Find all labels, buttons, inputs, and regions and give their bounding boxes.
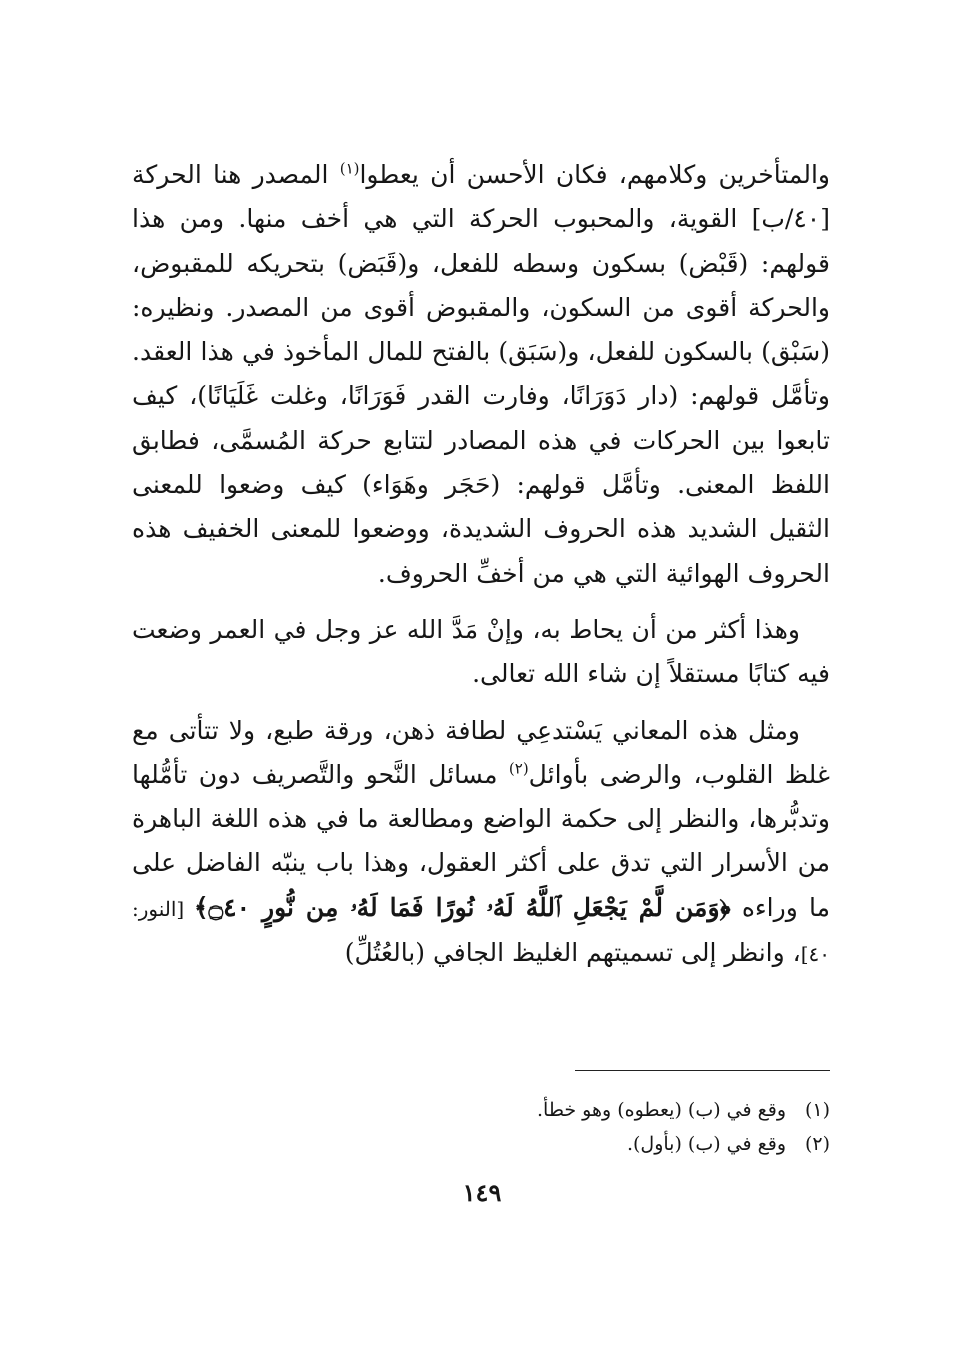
footnote-2 [132, 1127, 830, 1161]
footnote-ref-1: (١) [339, 159, 360, 178]
footnote-1 [132, 1093, 830, 1127]
paragraph-2-text: وهذا أكثر من أن يحاط به، وإنْ مَدَّ الله عز وجل في العمر وضعت فيه كتابًا مستقلاً إن شاء الله تعالى. [132, 614, 830, 689]
footnote-ref-2: (٢) [508, 759, 529, 778]
paragraph-1-text-a: والمتأخرين وكلامهم، فكان الأحسن أن يعطوا [359, 160, 830, 189]
footnote-1-text: وقع في (ب) (يعطوه) وهو خطأ. [536, 1099, 786, 1121]
paragraph-3 [132, 709, 830, 977]
footnote-1-number: (١) [804, 1099, 830, 1121]
footnote-2-number: (٢) [804, 1133, 830, 1155]
paragraph-3-text-a: ومثل هذه المعاني يَسْتدعِي لطافة ذهن، ورقة طبع، ولا تتأتى مع غلظ القلوب، والرضى بأوائل [132, 715, 830, 789]
paragraph-1-text-b: المصدر هنا الحركة [٤٠/ب] القوية، والمحبوب الحركة التي هي أخف منها. ومن هذا قولهم: (قَبْض) بسكون وسطه للفعل، و(قَبَض) بتحريكه للمقبوض، والحركة أقوى من السكون، والمقبوض أقوى من المصدر. ونظيره: (سَبْق) بالسكون للفعل، و(سَبَق) بالفتح للمال المأخوذ في هذا العقد. وتأمَّل قولهم: (دار دَوَرَانًا، وفارت القدر فَوَرَانًا، وغلت غَلَيَانًا)، كيف تابعوا بين الحركات في هذه المصادر لتتابع حركة المُسمَّى، فطابق اللفظ المعنى. وتأمَّل قولهم: (حَجَر وهَوَاء) كيف وضعوا للمعنى الثقيل الشديد هذه الحروف الشديدة، ووضعوا للمعنى الخفيف هذه الحروف الهوائية التي هي من أخفِّ الحروف. [132, 160, 830, 588]
page-number: ١٤٩ [462, 1178, 502, 1207]
paragraph-3-text-c: ، وانظر إلى تسميتهم الغليظ الجافي (بالعُتُلِّ) [344, 938, 801, 968]
footnote-2-text: وقع في (ب) (بأول). [626, 1133, 786, 1155]
quran-reference: [النور: ٤٠] [132, 896, 830, 967]
quran-verse: ﴿وَمَن لَّمْ يَجْعَلِ ٱللَّهُ لَهُۥ نُورًا فَمَا لَهُۥ مِن نُّورٍ ۝٤٠﴾ [193, 892, 731, 922]
footnote-divider [575, 1070, 830, 1071]
paragraph-1 [132, 153, 830, 596]
paragraph-3-text-b: مسائل النَّحو والتَّصريف دون تأمُّلها وتدبُّرها، والنظر إلى حكمة الواضع ومطالعة ما في هذه اللغة الباهرة من الأسرار التي تدق على أكثر العقول، وهذا باب ينبّه الفاضل على ما وراءه [132, 759, 830, 922]
main-text [132, 153, 830, 976]
paragraph-2 [132, 608, 830, 697]
footnotes [132, 1093, 830, 1161]
